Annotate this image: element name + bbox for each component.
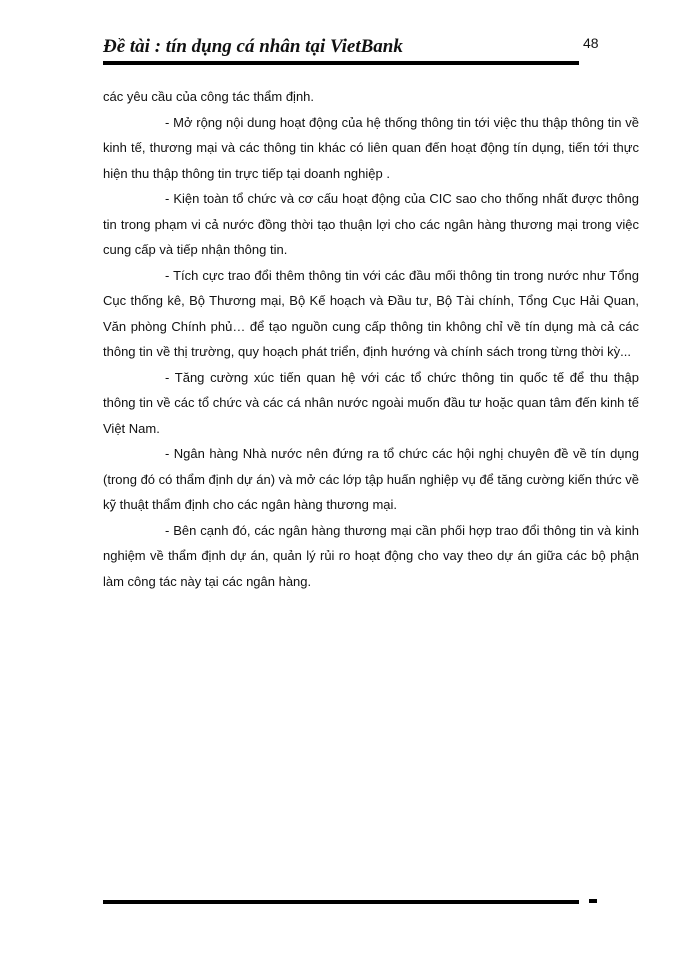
header-rule [103,61,579,65]
page-number: 48 [583,35,599,51]
paragraph: - Kiện toàn tổ chức và cơ cấu hoạt động của CIC sao cho thống nhất được thông tin trong phạm vi cả nước đồng thời tạo thuận lợi cho các ngân hàng thương mại trong việc cung cấp và tiếp nhận thông tin. [103,191,639,257]
paragraph: - Tích cực trao đổi thêm thông tin với các đầu mối thông tin trong nước như Tổng Cục thống kê, Bộ Thương mại, Bộ Kế hoạch và Đầu tư, Bộ Tài chính, Tổng Cục Hải Quan, Văn phòng Chính phủ… để tạo nguồn cung cấp thông tin không chỉ về tín dụng mà cả các thông tin về thị trường, quy hoạch phát triển, định hướng và chính sách trong từng thời kỳ... [103,267,639,359]
paragraph: - Ngân hàng Nhà nước nên đứng ra tổ chức các hội nghị chuyên đề về tín dụng (trong đó có thẩm định dự án) và mở các lớp tập huấn nghiệp vụ để tăng cường kiến thức về kỹ thuật thẩm định cho các ngân hàng thương mại. [103,446,639,512]
paragraph: - Mở rộng nội dung hoạt động của hệ thống thông tin tới việc thu thập thông tin về kinh tế, thương mại và các thông tin khác có liên quan đến hoạt động tín dụng, tiến tới thực hiện thu thập thông tin trực tiếp tại doanh nghiệp . [103,114,639,181]
paragraph: các yêu cầu của công tác thẩm định. [103,89,315,104]
paragraph: - Bên cạnh đó, các ngân hàng thương mại cần phối hợp trao đổi thông tin và kinh nghiệm về thẩm định dự án, quản lý rủi ro hoạt động cho vay theo dự án giữa các bộ phận làm công tác này tại các ngân hàng. [103,522,639,589]
footer-rule [103,900,579,904]
document-title: Đề tài : tín dụng cá nhân tại VietBank [103,36,403,57]
footer-mark [589,899,597,903]
body-text [103,84,639,594]
page-header [103,36,581,62]
paragraph: - Tăng cường xúc tiến quan hệ với các tổ chức thông tin quốc tế để thu thập thông tin về các tổ chức và các cá nhân nước ngoài muốn đầu tư hoặc quan tâm đến kinh tế Việt Nam. [103,369,639,436]
